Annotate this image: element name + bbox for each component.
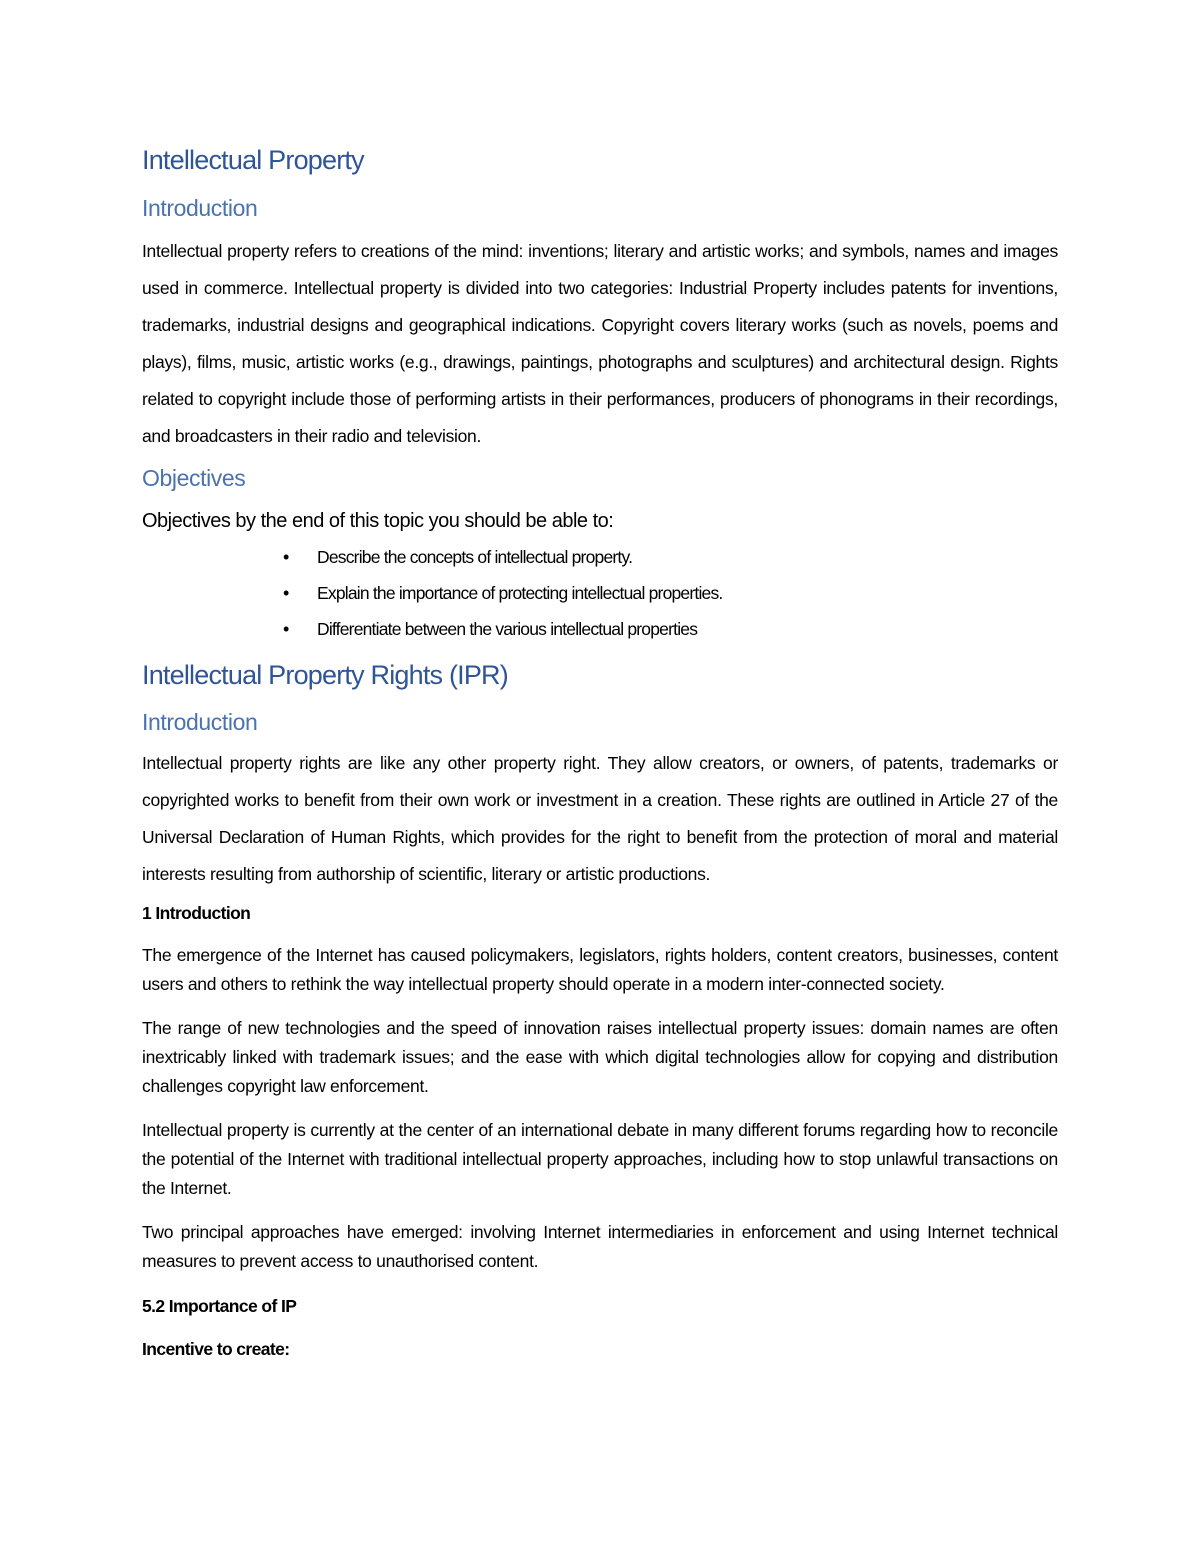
section-title-intellectual-property: Intellectual Property xyxy=(142,145,364,175)
document-page xyxy=(142,140,1058,1363)
section-title-ipr: Intellectual Property Rights (IPR) xyxy=(142,660,508,690)
objective-text: Describe the concepts of intellectual property. xyxy=(317,547,633,567)
paragraph-two-approaches: Two principal approaches have emerged: involving Internet intermediaries in enforcement and using Internet technical measures to prevent access to unauthorised content. xyxy=(142,1222,1058,1271)
ipr-intro-heading: Introduction xyxy=(142,709,258,735)
bullet-icon: • xyxy=(283,583,289,603)
incentive-heading: Incentive to create: xyxy=(142,1339,290,1359)
sub-heading-1-introduction: 1 Introduction xyxy=(142,903,251,923)
list-item xyxy=(142,575,1058,611)
objectives-heading: Objectives xyxy=(142,465,246,491)
paragraph-new-technologies: The range of new technologies and the speed of innovation raises intellectual property issues: domain names are often inextricably linked with trademark issues; and the ease with which digital technologies allow for copying and distribution challenges copyright law enforcement. xyxy=(142,1018,1058,1096)
ipr-intro-paragraph: Intellectual property rights are like any other property right. They allow creators, or owners, of patents, trademarks or copyrighted works to benefit from their own work or investment in a creation. These rights are outlined in Article 27 of the Universal Declaration of Human Rights, which provides for the right to benefit from the protection of moral and material interests resulting from authorship of scientific, literary or artistic productions. xyxy=(142,753,1058,884)
list-item xyxy=(142,611,1058,647)
intro-heading: Introduction xyxy=(142,195,258,221)
bullet-icon: • xyxy=(283,547,289,567)
paragraph-internet-emergence: The emergence of the Internet has caused policymakers, legislators, rights holders, content creators, businesses, content users and others to rethink the way intellectual property should operate in a modern inter-connected society. xyxy=(142,945,1058,994)
objective-text: Differentiate between the various intellectual properties xyxy=(317,619,698,639)
paragraph-international-debate: Intellectual property is currently at the center of an international debate in many different forums regarding how to reconcile the potential of the Internet with traditional intellectual property approaches, including how to stop unlawful transactions on the Internet. xyxy=(142,1120,1058,1198)
objectives-lead: Objectives by the end of this topic you should be able to: xyxy=(142,510,614,532)
bullet-icon: • xyxy=(283,619,289,639)
objectives-list xyxy=(142,539,1058,647)
objective-text: Explain the importance of protecting intellectual properties. xyxy=(317,583,723,603)
intro-paragraph: Intellectual property refers to creations of the mind: inventions; literary and artistic works; and symbols, names and images used in commerce. Intellectual property is divided into two categories: Industrial Property includes patents for inventions, trademarks, industrial designs and geographical indications. Copyright covers literary works (such as novels, poems and plays), films, music, artistic works (e.g., drawings, paintings, photographs and sculptures) and architectural design. Rights related to copyright include those of performing artists in their performances, producers of phonograms in their recordings, and broadcasters in their radio and television. xyxy=(142,241,1058,446)
list-item xyxy=(142,539,1058,575)
importance-heading: 5.2 Importance of IP xyxy=(142,1296,297,1316)
